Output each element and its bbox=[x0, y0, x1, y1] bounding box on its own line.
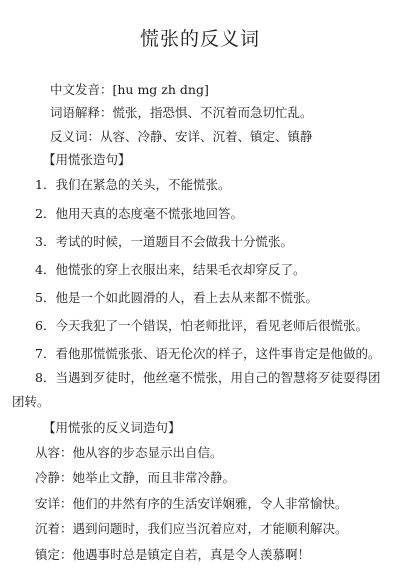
sentence-item: 4．他慌张的穿上衣服出来，结果毛衣却穿反了。 bbox=[35, 262, 306, 277]
sentence-item: 1．我们在紧急的关头，不能慌张。 bbox=[35, 177, 231, 192]
pronunciation-line: 中文发音：[hu mg zh dng] bbox=[50, 82, 209, 97]
sentence-item: 3．考试的时候，一道题目不会做我十分慌张。 bbox=[35, 234, 293, 249]
sentence-item: 2．他用天真的态度毫不慌张地回答。 bbox=[35, 206, 243, 221]
section-heading-antonym-sentences: 【用慌张的反义词造句】 bbox=[43, 420, 181, 435]
sentence-item: 7．看他那慌慌张张、语无伦次的样子，这件事肯定是他做的。 bbox=[35, 346, 381, 361]
antonym-sentence-item: 镇定：他遇事时总是镇定自若，真是令人羡慕啊！ bbox=[35, 547, 311, 562]
sentence-continuation: 团转。 bbox=[12, 394, 50, 409]
sentence-item: 6．今天我犯了一个错误，怕老师批评，看见老师后很慌张。 bbox=[35, 318, 368, 333]
meaning-line: 词语解释：慌张，指恐惧、不沉着而急切忙乱。 bbox=[50, 105, 313, 120]
sentence-item: 5．他是一个如此圆滑的人，看上去从来都不慌张。 bbox=[35, 290, 318, 305]
document-title: 慌张的反义词 bbox=[139, 28, 260, 50]
sentence-item: 8．当遇到歹徒时，他丝毫不慌张，用自己的智慧将歹徒耍得团 bbox=[35, 370, 381, 385]
antonym-sentence-item: 沉着：遇到问题时，我们应当沉着应对，才能顺利解决。 bbox=[35, 521, 348, 536]
antonym-sentence-item: 安详：他们的井然有序的生活安详娴雅，令人非常愉快。 bbox=[35, 496, 348, 511]
section-heading-sentences: 【用慌张造句】 bbox=[43, 152, 131, 167]
antonyms-line: 反义词：从容、冷静、安详、沉着、镇定、镇静 bbox=[50, 129, 313, 144]
antonym-sentence-item: 从容：他从容的步态显示出自信。 bbox=[35, 445, 223, 460]
antonym-sentence-item: 冷静：她举止文静，而且非常冷静。 bbox=[35, 470, 236, 485]
